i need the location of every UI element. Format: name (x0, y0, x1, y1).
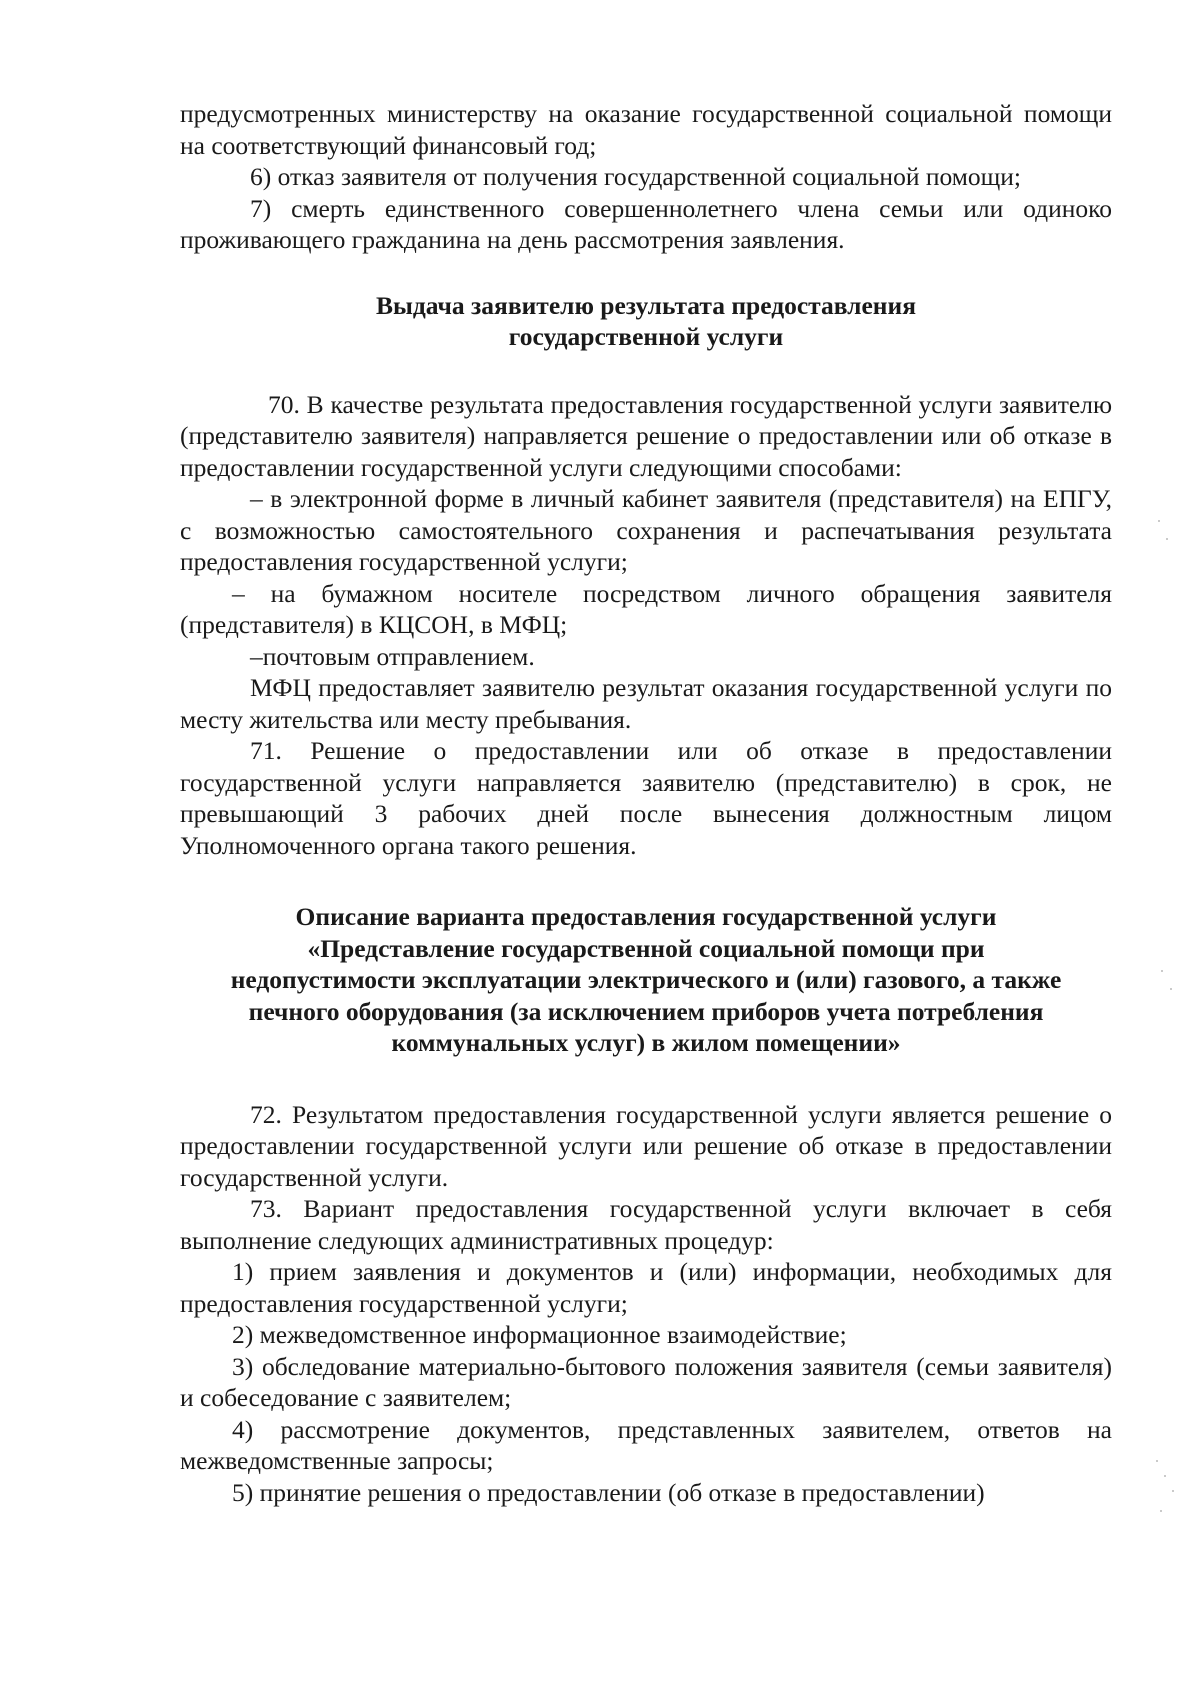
section-heading-line: Выдача заявителю результата предоставления (375, 290, 916, 320)
paragraph-73: 73. Вариант предоставления государственной услуги включает в себя выполнение следующих административных процедур: (180, 1194, 1112, 1255)
section-heading-line: коммунальных услуг) в жилом помещении» (391, 1028, 901, 1057)
scan-speck (1164, 1475, 1166, 1477)
section-heading-line: государственной услуги (508, 322, 784, 351)
paragraph-mfc: МФЦ предоставляет заявителю результат оказания государственной услуги по месту жительства или месту пребывания. (180, 673, 1112, 734)
paragraph-72: 72. Результатом предоставления государственной услуги является решение о предоставлении государственной услуги или решение об отказе в предоставлении государственной услуги. (180, 1099, 1112, 1192)
scan-speck (1160, 1510, 1162, 1512)
list-item-7: 7) смерть единственного совершеннолетнего члена семьи или одиноко проживающего гражданина на день рассмотрения заявления. (180, 193, 1112, 254)
section-heading-line: печного оборудования (за исключением приборов учета потребления (248, 996, 1044, 1026)
list-item-6: 6) отказ заявителя от получения государственной социальной помощи; (250, 162, 1022, 191)
section-heading-line: Описание варианта предоставления государственной услуги (295, 902, 997, 931)
document-page (180, 98, 1112, 1508)
list-item-electronic: – в электронной форме в личный кабинет заявителя (представителя) на ЕПГУ, с возможностью самостоятельного сохранения и распечатывания результата предоставления государственной услуги; (180, 484, 1112, 576)
scan-speck (1172, 1490, 1174, 1492)
paragraph-71: 71. Решение о предоставлении или об отказе в предоставлении государственной услуги направляется заявителю (представителю) в срок, не превышающий 3 рабочих дней после вынесения должностным лицом Уполномоченного органа такого решения. (180, 736, 1112, 860)
list-item-3: 3) обследование материально-бытового положения заявителя (семьи заявителя) и собеседование с заявителем; (180, 1351, 1112, 1412)
scan-noise (1152, 500, 1182, 1700)
list-item-post: –почтовым отправлением. (250, 641, 535, 671)
scan-speck (1161, 970, 1163, 972)
list-item-5: 5) принятие решения о предоставлении (об отказе в предоставлении) (232, 1477, 985, 1507)
list-item-paper: – на бумажном носителе посредством личного обращения заявителя (представителя) в КЦСОН, в МФЦ; (180, 578, 1112, 639)
section-heading-line: недопустимости эксплуатации электрического и (или) газового, а также (230, 965, 1062, 994)
list-item-1: 1) прием заявления и документов и (или) информации, необходимых для предоставления государственной услуги; (180, 1257, 1112, 1318)
scan-speck (1166, 538, 1168, 540)
scan-speck (1156, 1460, 1158, 1462)
scan-speck (1158, 520, 1160, 522)
section-heading-line: «Представление государственной социальной помощи при (307, 933, 985, 963)
paragraph-continuation: предусмотренных министерству на оказание государственной социальной помощи на соответствующий финансовый год; (180, 99, 1112, 160)
paragraph-70: 70. В качестве результата предоставления государственной услуги заявителю (представителю заявителя) направляется решение о предоставлении или об отказе в предоставлении государственной услуги следующими способами: (180, 389, 1112, 482)
list-item-2: 2) межведомственное информационное взаимодействие; (232, 1320, 847, 1349)
scan-speck (1170, 988, 1172, 990)
list-item-4: 4) рассмотрение документов, представленных заявителем, ответов на межведомственные запросы; (180, 1414, 1112, 1475)
